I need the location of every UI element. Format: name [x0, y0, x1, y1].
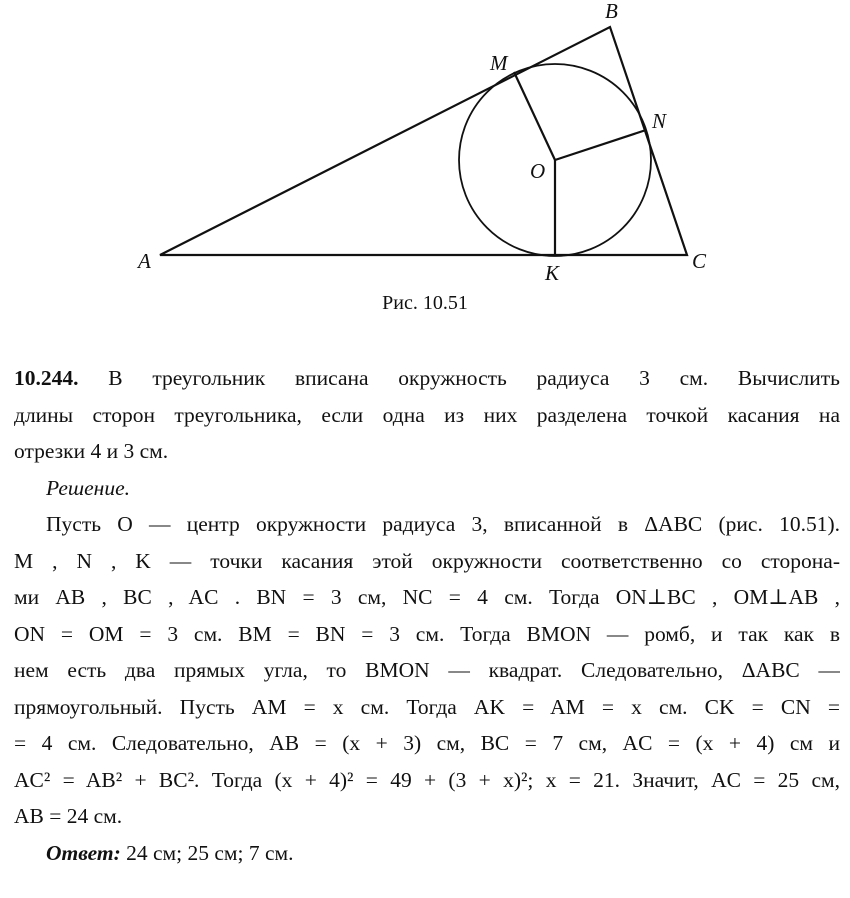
- label-k: K: [545, 261, 560, 285]
- solution-line-3: ми AB , BC , AC . BN = 3 см, NC = 4 см. Тогда ON⊥BC , OM⊥AB ,: [14, 585, 840, 609]
- label-n: N: [652, 109, 667, 133]
- figure-caption: Рис. 10.51: [382, 292, 468, 314]
- answer-value: 24 см; 25 см; 7 см.: [120, 840, 294, 865]
- problem-statement-1: В треугольник вписана окружность радиуса 3 см. Вычислить: [108, 366, 840, 390]
- solution-line-8: AC² = AB² + BC². Тогда (x + 4)² = 49 + (3 + x)²; x = 21. Значит, AC = 25 см,: [14, 767, 840, 792]
- problem-text: [14, 360, 840, 871]
- answer-label: Ответ:: [46, 840, 121, 865]
- solution-heading: Решение.: [46, 475, 131, 500]
- problem-line-3: отрезки 4 и 3 см.: [14, 439, 169, 463]
- solution-line-6: прямоугольный. Пусть AM = x см. Тогда AK = AM = x см. CK = CN =: [14, 694, 840, 719]
- triangle-figure: [0, 0, 850, 340]
- radius-om: [514, 72, 555, 160]
- solution-line-5: нем есть два прямых угла, то BMON — квадрат. Следовательно, ΔABC —: [14, 658, 840, 682]
- radius-on: [555, 130, 646, 160]
- problem-number: 10.244.: [14, 366, 79, 390]
- label-c: C: [692, 249, 707, 273]
- label-m: M: [490, 51, 508, 75]
- problem-line-2: длины сторон треугольника, если одна из них разделена точкой касания на: [14, 402, 840, 427]
- answer-line: [14, 835, 840, 872]
- problem-line-1: [14, 360, 840, 397]
- label-b: B: [605, 0, 618, 23]
- solution-line-9: AB = 24 см.: [14, 804, 123, 828]
- solution-line-4: ON = OM = 3 см. BM = BN = 3 см. Тогда BMON — ромб, и так как в: [14, 621, 840, 646]
- solution-line-2: M , N , K — точки касания этой окружности соответственно со сторона-: [14, 548, 840, 573]
- label-a: A: [138, 249, 151, 273]
- solution-line-1: Пусть O — центр окружности радиуса 3, вписанной в ΔABC (рис. 10.51).: [46, 512, 840, 536]
- solution-line-7: = 4 см. Следовательно, AB = (x + 3) см, BC = 7 см, AC = (x + 4) см и: [14, 731, 840, 755]
- label-o: O: [530, 159, 546, 183]
- triangle-abc: [160, 27, 687, 255]
